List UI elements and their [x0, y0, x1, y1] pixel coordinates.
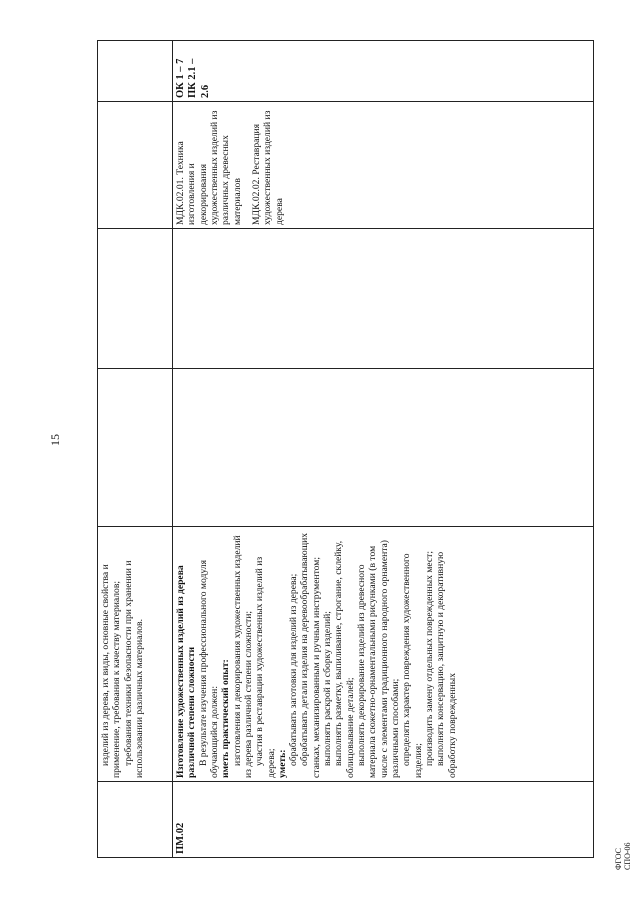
code-cell [98, 782, 173, 858]
empty-cell [173, 229, 594, 369]
skill-item: определять характер повреждения художественного изделия; [401, 553, 424, 778]
competency-cell [98, 41, 173, 102]
mdk-item: МДК.02.02. Реставрация художественных изделий из дерева [250, 110, 285, 225]
empty-cell [98, 229, 173, 369]
curriculum-table [97, 40, 594, 858]
skill-item: обрабатывать детали изделия на деревообрабатывающих станках, механизированным и ручным инструментом; [299, 532, 322, 778]
competency-list [173, 41, 594, 102]
skill-item: выполнять раскрой и сборку изделий; [322, 611, 334, 766]
empty-cell [98, 369, 173, 527]
module-description [173, 527, 594, 782]
empty-cell [173, 369, 594, 527]
mdk-list [173, 102, 594, 229]
page-number: 15 [48, 434, 62, 446]
mdk-cell [98, 102, 173, 229]
competency-item: ОК 1 – 7 [175, 58, 186, 98]
table-row [173, 41, 594, 858]
skill-item: обрабатывать заготовки для изделий из дерева; [288, 573, 300, 766]
practice-item: участия в реставрации художественных изделий из дерева; [254, 556, 277, 778]
skills-heading: уметь: [276, 749, 288, 778]
competency-item: ПК 2.1 – 2.6 [187, 58, 211, 98]
text-line: изделий из дерева, их виды, основные свойства и применение, требования к качеству материалов; [100, 564, 123, 778]
mdk-item: МДК.02.01. Техника изготовления и декорирования художественных изделий из различных древесных материалов [175, 110, 243, 225]
skill-item: производить замену отдельных поврежденных мест; [423, 550, 435, 766]
module-intro: В результате изучения профессионального модуля обучающийся должен: [197, 560, 220, 778]
skill-item: выполнять разметку, выпиливание, строгание, склейку, облицовывание деталей; [333, 540, 356, 778]
description-cell [98, 527, 173, 782]
practice-item: изготовления и декорирования художественных изделий из дерева различной степени сложности; [231, 535, 254, 778]
practice-heading: иметь практический опыт: [220, 659, 232, 778]
rotated-table-area [97, 41, 594, 858]
module-title: Изготовление художественных изделий из дерева различной степени сложности [175, 565, 198, 778]
footer-code: ФГОС СПО-06 [614, 842, 632, 870]
table-row [98, 41, 173, 858]
text-line: требования техники безопасности при хранении и использовании различных материалов. [122, 560, 145, 778]
skill-item: выполнять консервацию, защитную и декоративную обработку поврежденных [435, 551, 458, 778]
skill-item: выполнять декорирование изделий из древесного материала сюжетно-орнаментальными рисунками (в том числе с элементами традиционного народного орнамента) различными способами; [356, 540, 401, 778]
module-code: ПМ.02 [173, 782, 594, 858]
